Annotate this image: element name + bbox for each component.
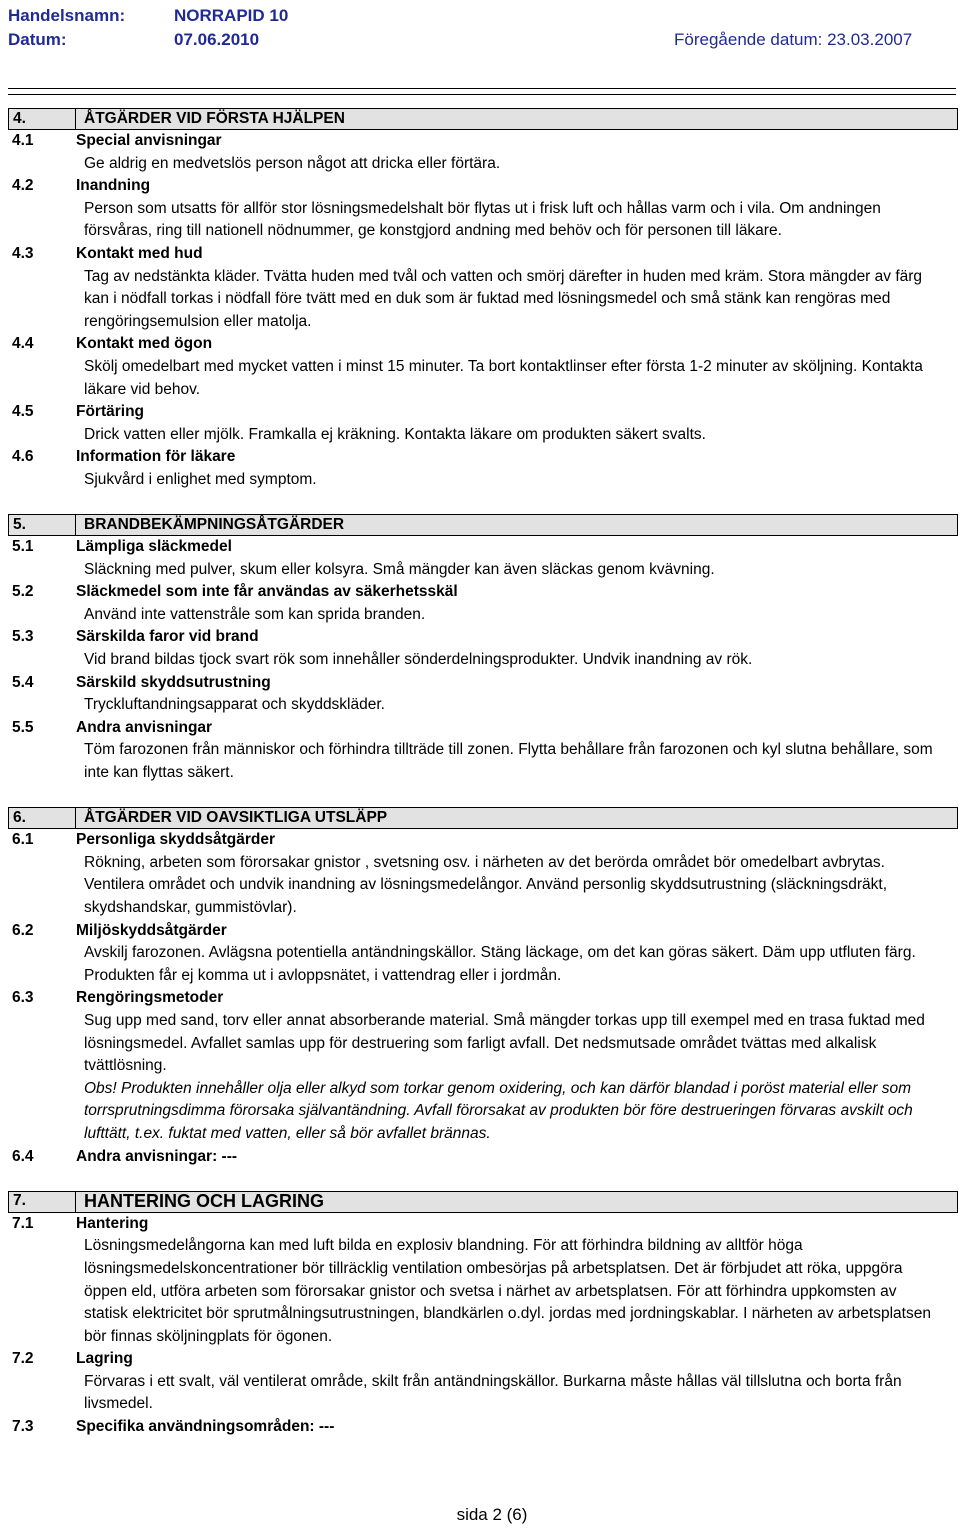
subsection-4-6	[0, 446, 960, 491]
subsection-number: 4.4	[12, 335, 34, 353]
subsection-number: 5.3	[12, 628, 34, 646]
section-heading	[8, 807, 958, 829]
section-number: 4.	[9, 109, 76, 129]
section-heading	[8, 1191, 958, 1213]
subsection-title: Lagring	[76, 1350, 133, 1368]
subsection-number: 5.5	[12, 718, 34, 736]
subsection-title: Special anvisningar	[76, 132, 222, 149]
subsection-4-3	[0, 243, 960, 333]
section-6	[0, 807, 960, 1168]
subsection-title: Förtäring	[76, 403, 145, 421]
subsection-title: Andra anvisningar	[76, 718, 213, 736]
subsection-number: 5.1	[12, 538, 34, 556]
subsection-number: 7.1	[12, 1214, 34, 1232]
body-paragraph: Avskilj farozonen. Avlägsna potentiella antändningskällor. Stäng läckage, om det kan göras säkert. Däm upp utfluten färg. Produkten får ej komma ut i avloppsnätet, i vattendrag eller i jordmån.	[84, 944, 916, 984]
subsection-heading	[0, 920, 960, 943]
subsection-4-2	[0, 175, 960, 243]
subsection-number: 6.3	[12, 989, 34, 1007]
header-rule-bottom	[8, 94, 956, 95]
body-paragraph: Förvaras i ett svalt, väl ventilerat område, skilt från antändningskällor. Burkarna måste hållas väl tillslutna och borta från livsmedel.	[84, 1372, 902, 1413]
section-number: 5.	[9, 515, 76, 535]
subsection-number: 6.4	[12, 1147, 34, 1165]
body-paragraph: Person som utsatts för allför stor lösningsmedelshalt bör flytas ut i frisk luft och hållas varm och i vila. Om andningen försvåras, ring till nationell nödnummer, ge konstgjord andning med behöv och för personen till läkare.	[84, 199, 881, 240]
subsection-6-1	[0, 829, 960, 919]
page-footer	[0, 1505, 960, 1525]
subsection-5-4	[0, 672, 960, 717]
trade-name-label: Handelsnamn:	[8, 6, 126, 25]
subsection-7-3	[0, 1416, 960, 1439]
body-paragraph: Rökning, arbeten som förorsakar gnistor , svetsning osv. i närheten av det berörda området bör omedelbart avbrytas. Ventilera området och undvik inandning av lösningsmedelångor. Använd personlig skyddsutrustning (släckningsdräkt, skydshandskar, gummistövlar).	[84, 853, 888, 916]
subsection-number: 4.6	[12, 448, 34, 466]
subsection-heading	[0, 829, 960, 852]
section-heading	[8, 514, 958, 536]
subsection-number: 7.3	[12, 1418, 34, 1436]
section-5	[0, 514, 960, 785]
subsection-heading	[0, 717, 960, 740]
header-name-row	[8, 6, 288, 26]
body-paragraph: Sjukvård i enlighet med symptom.	[84, 470, 317, 488]
date-label: Datum:	[8, 30, 67, 49]
section-title: ÅTGÄRDER VID FÖRSTA HJÄLPEN	[84, 109, 345, 127]
subsection-heading	[0, 175, 960, 198]
subsection-heading	[0, 1146, 960, 1169]
subsection-title: Andra anvisningar: ---	[76, 1147, 238, 1165]
body-paragraph: Lösningsmedelångorna kan med luft bilda en explosiv blandning. För att förhindra bildning av alltför höga lösningsmedelskoncentrationer bör tillräcklig ventilation ombesörjas på arbetsplatsen. Det är förbjudet att röka, uppgöra öppen eld, utföra arbeten som förorsakar gnistor och svetsa i närhet av arbetsplatsen. För att förhindra uppkomsten av statisk elektricitet bör sprutmålningsutrustningen, blandkärlen o.dyl. jordas med jordningskablar. I närheten av arbetsplatsen bör finnas sköljningplats för ögonen.	[84, 1237, 931, 1345]
subsection-number: 4.1	[12, 132, 34, 149]
page-number: sida 2 (6)	[456, 1505, 528, 1524]
subsection-4-1	[0, 130, 960, 175]
subsection-5-1	[0, 536, 960, 581]
subsection-heading	[0, 333, 960, 356]
subsection-5-3	[0, 626, 960, 671]
subsection-number: 4.2	[12, 177, 34, 195]
body-paragraph: Tryckluftandningsapparat och skyddskläder.	[84, 696, 385, 714]
section-number: 7.	[9, 1192, 76, 1212]
subsection-number: 7.2	[12, 1350, 34, 1368]
document-header	[0, 0, 960, 60]
subsection-heading	[0, 1213, 960, 1236]
subsection-number: 5.2	[12, 583, 34, 601]
subsection-heading	[0, 672, 960, 695]
subsection-title: Hantering	[76, 1214, 149, 1232]
subsection-heading	[0, 446, 960, 469]
subsection-title: Inandning	[76, 177, 151, 195]
subsection-heading	[0, 1416, 960, 1439]
body-paragraph: Släckning med pulver, skum eller kolsyra. Små mängder kan även släckas genom kvävning.	[84, 560, 715, 578]
header-date-row	[8, 30, 913, 50]
subsection-number: 4.3	[12, 244, 34, 262]
section-4	[0, 108, 960, 492]
body-paragraph: Ge aldrig en medvetslös person något att dricka eller förtära.	[84, 154, 501, 172]
section-7	[0, 1191, 960, 1439]
subsection-title: Särskild skyddsutrustning	[76, 673, 271, 691]
subsection-heading	[0, 536, 960, 559]
body-paragraph: Vid brand bildas tjock svart rök som innehåller sönderdelningsprodukter. Undvik inandning av rök.	[84, 651, 753, 669]
subsection-title: Särskilda faror vid brand	[76, 628, 259, 646]
section-title: BRANDBEKÄMPNINGSÅTGÄRDER	[84, 515, 345, 533]
subsection-number: 5.4	[12, 673, 34, 691]
subsection-title: Kontakt med hud	[76, 244, 203, 262]
subsection-4-5	[0, 401, 960, 446]
subsection-heading	[0, 1348, 960, 1371]
subsection-6-3	[0, 987, 960, 1145]
body-paragraph: Använd inte vattenstråle som kan sprida branden.	[84, 605, 426, 623]
trade-name-value: NORRAPID 10	[174, 6, 289, 25]
subsection-heading	[0, 130, 960, 153]
subsection-5-5	[0, 717, 960, 785]
body-paragraph: Drick vatten eller mjölk. Framkalla ej kräkning. Kontakta läkare om produkten säkert svalts.	[84, 425, 706, 443]
subsection-6-2	[0, 920, 960, 988]
subsection-4-4	[0, 333, 960, 401]
section-title: HANTERING OCH LAGRING	[84, 1191, 324, 1212]
subsection-5-2	[0, 581, 960, 626]
subsection-heading	[0, 401, 960, 424]
body-paragraph: Skölj omedelbart med mycket vatten i minst 15 minuter. Ta bort kontaktlinser efter första 1-2 minuter av sköljning. Kontakta läkare vid behov.	[84, 357, 923, 398]
subsection-number: 6.2	[12, 921, 34, 939]
section-title: ÅTGÄRDER VID OAVSIKTLIGA UTSLÄPP	[84, 808, 388, 826]
subsection-heading	[0, 581, 960, 604]
body-paragraph: Töm farozonen från människor och förhindra tillträde till zonen. Flytta behållare från farozonen och kyl slutna behållare, som inte kan flyttas säkert.	[84, 741, 933, 782]
subsection-heading	[0, 243, 960, 266]
subsection-title: Lämpliga släckmedel	[76, 538, 232, 556]
previous-date: Föregående datum: 23.03.2007	[674, 30, 913, 49]
subsection-title: Rengöringsmetoder	[76, 989, 224, 1007]
subsection-6-4	[0, 1146, 960, 1169]
body-paragraph: Sug upp med sand, torv eller annat absorberande material. Små mängder torkas upp till exempel med en trasa fuktad med lösningsmedel. Avfallet samlas upp för destruering som farligt avfall. Det nedsmutsade området tvättas med alkalisk tvättlösning.	[84, 1011, 925, 1075]
subsection-title: Information för läkare	[76, 448, 236, 466]
subsection-7-2	[0, 1348, 960, 1416]
subsection-title: Personliga skyddsåtgärder	[76, 831, 275, 849]
subsection-heading	[0, 626, 960, 649]
note-paragraph: Obs! Produkten innehåller olja eller alkyd som torkar genom oxidering, och kan därför blandad i poröst material eller som torrsprutningsdimma förorsaka självantändning. Avfall förorsakat av produkten bör före destrueringen förvaras avskilt och lufttätt, t.ex. fuktat med vatten, eller så bör avfallet brännas.	[84, 1079, 913, 1142]
header-rule-top	[8, 88, 956, 89]
body-paragraph: Tag av nedstänkta kläder. Tvätta huden med tvål och vatten och smörj därefter in huden med kräm. Stora mängder av färg kan i nödfall torkas i nödfall före tvätt med en duk som är fuktad med lösningsmedel och små stänk kan rengöras med rengöringsemulsion eller matolja.	[84, 267, 923, 330]
subsection-number: 4.5	[12, 403, 34, 421]
subsection-heading	[0, 987, 960, 1010]
subsection-title: Släckmedel som inte får användas av säkerhetsskäl	[76, 583, 458, 601]
section-number: 6.	[9, 808, 76, 828]
subsection-7-1	[0, 1213, 960, 1349]
section-heading	[8, 108, 958, 130]
subsection-title: Miljöskyddsåtgärder	[76, 921, 227, 939]
subsection-title: Specifika användningsområden: ---	[76, 1418, 335, 1436]
subsection-title: Kontakt med ögon	[76, 335, 213, 353]
document-body	[0, 108, 960, 1461]
date-value: 07.06.2010	[174, 30, 260, 49]
subsection-number: 6.1	[12, 831, 34, 849]
